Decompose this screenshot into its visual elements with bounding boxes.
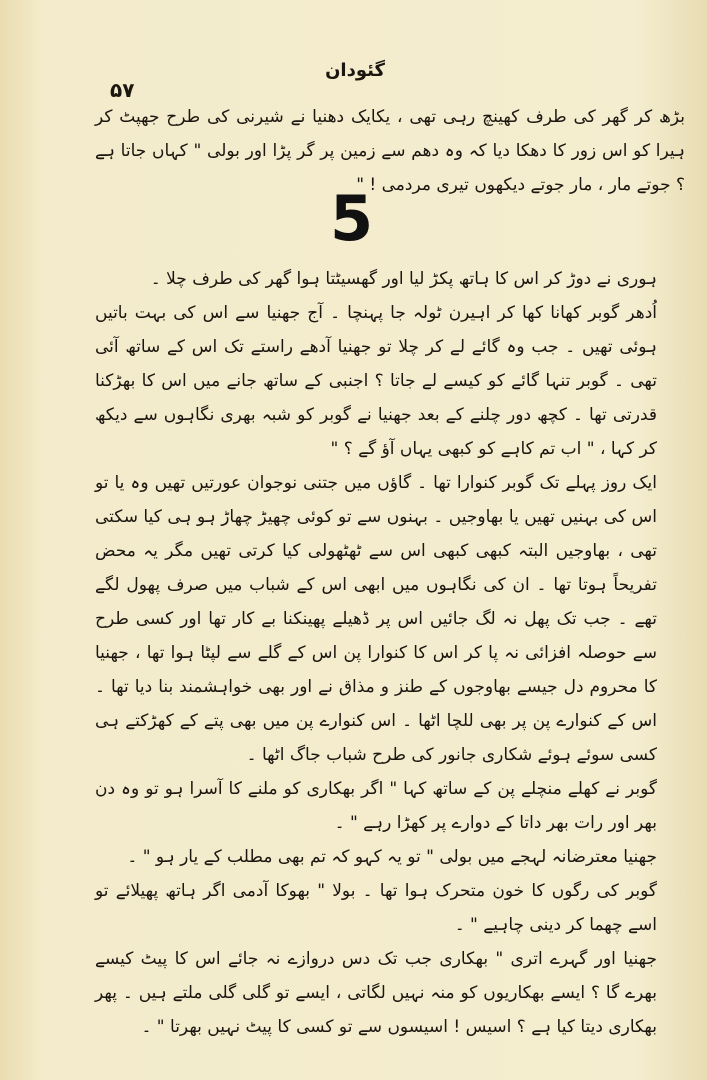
paragraph: جھنیا معترضانہ لہجے میں بولی " تو یہ کہو کہ تم بھی مطلب کے یار ہو " ۔ [127,847,657,867]
paragraph: ہوری نے دوڑ کر اس کا ہاتھ پکڑ لیا اور گھسیٹتا ہوا گھر کی طرف چلا ۔ [150,269,657,289]
paragraph: ایک روز پہلے تک گوبر کنوارا تھا ۔ گاؤں میں جتنی نوجوان عورتیں تھیں وہ یا تو اس کی بہنیں تھیں یا بھاوجیں ۔ بہنوں سے تو کوئی چھیڑ چھاڑ ہو ہی کیا سکتی تھی ، بھاوجیں البتہ کبھی کبھی اس سے ٹھٹھولی کیا کرتی تھیں مگر یہ محض تفریحاً ہوتا تھا ۔ ان کی نگاہوں میں ابھی اس کے شباب میں صرف پھول لگے تھے ۔ جب تک پھل نہ لگ جائیں اس پر ڈھیلے پھینکنا بے کار تھا اور کسی طرح سے حوصلہ افزائی نہ پا کر اس کا کنوارا پن اس کے گلے سے لپٹا ہوا تھا ، جھنیا کا محروم دل جیسے بھاوجوں کے طنز و مذاق نے اور بھی خواہشمند بنا دیا تھا ۔ اس کے کنوارے پن پر بھی للچا اٹھا ۔ اس کنوارے پن میں بھی پتے کے کھڑکتے ہی کسی سوئے ہوئے شکاری جانور کی طرح شباب جاگ اٹھا ۔ [95,473,657,765]
chapter-body [95,262,685,1044]
running-title: گئودان [325,60,385,81]
paragraph: جھنیا اور گہرے اتری " بھکاری جب تک دس دروازے نہ جائے اس کا پیٹ کیسے بھرے گا ؟ ایسے بھکاریوں کو منہ نہیں لگاتی ، ایسے تو گلی گلی ملتے ہیں ۔ پھر بھکاری دیتا کیا ہے ؟ اسیس ! اسیسوں سے تو کسی کا پیٹ نہیں بھرتا " ۔ [95,949,657,1037]
chapter-number: 5 [330,182,374,255]
page-header [80,60,627,100]
paragraph: گوبر نے کھلے منچلے پن کے ساتھ کہا " اگر بھکاری کو ملنے کا آسرا ہو تو وہ دن بھر اور رات بھر داتا کے دوارے پر کھڑا رہے " ۔ [95,779,657,833]
paragraph: اُدھر گوبر کھانا کھا کر اہیرن ٹولہ جا پہنچا ۔ آج جھنیا سے اس کی بہت باتیں ہوئی تھیں ۔ جب وہ گائے لے کر چلا تو جھنیا آدھے راستے تک اس کے ساتھ آئی تھی ۔ گوبر تنہا گائے کو کیسے لے جاتا ؟ اجنبی کے ساتھ جانے میں اس کا بھڑکنا قدرتی تھا ۔ کچھ دور چلنے کے بعد جھنیا نے گوبر کو شبہ بھری نگاہوں سے دیکھ کر کہا ، " اب تم کاہے کو کبھی یہاں آؤ گے ؟ " [95,303,657,459]
paragraph: گوبر کی رگوں کا خون متحرک ہوا تھا ۔ بولا " بھوکا آدمی اگر ہاتھ پھیلائے تو اسے چھما کر دینی چاہیے " ۔ [95,881,657,935]
continuation-text [95,100,685,202]
continuation-paragraph: بڑھ کر گھر کی طرف کھینچ رہی تھی ، یکایک دھنیا نے شیرنی کی طرح جھپٹ کر ہیرا کو اس زور کا دھکا دیا کہ وہ دھم سے زمین پر گر پڑا اور بولی " کہاں جاتا ہے ؟ جوتے مار ، مار جوتے دیکھوں تیری مردمی ! " [95,107,685,195]
page-number: ۵۷ [110,78,135,102]
